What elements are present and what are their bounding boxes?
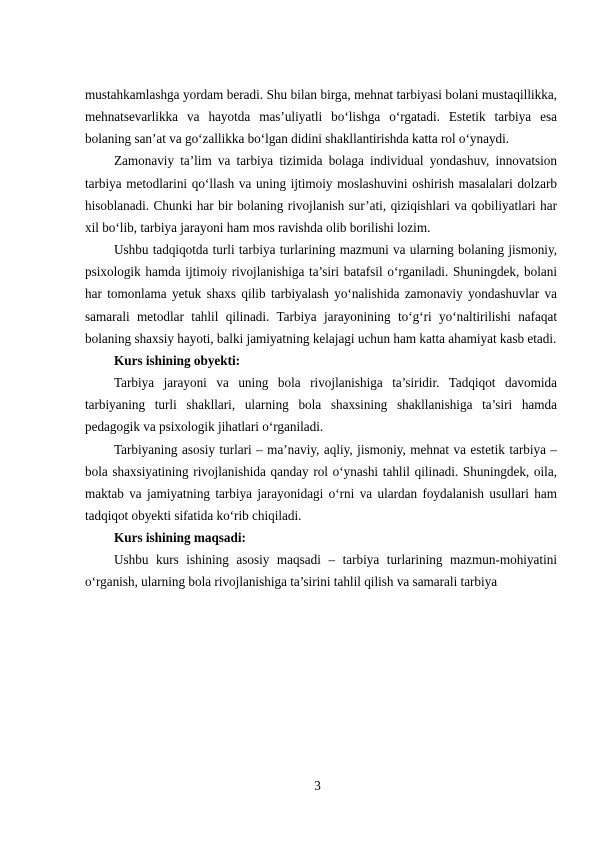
section-heading-goal: Kurs ishining maqsadi: xyxy=(114,530,246,546)
document-page xyxy=(85,84,557,594)
body-paragraph: Zamonaviy ta’lim va tarbiya tizimida bolaga individual yondashuv, innovatsion tarbiya metodlarini qo‘llash va uning ijtimoiy moslashuvini oshirish masalalari dolzarb hisoblanadi. Chunki har bir bolaning rivojlanish sur’ati, qiziqishlari va qobiliyatlari har xil bo‘lib, tarbiya jarayoni ham mos ravishda olib borilishi lozim. xyxy=(85,153,557,235)
body-paragraph: Ushbu tadqiqotda turli tarbiya turlarining mazmuni va ularning bolaning jismoniy, psixologik hamda ijtimoiy rivojlanishiga ta’siri batafsil o‘rganiladi. Shuningdek, bolani har tomonlama yetuk shaxs qilib tarbiyalash yo‘nalishida zamonaviy yondashuvlar va samarali metodlar tahlil qilinadi. Tarbiya jarayonining to‘g‘ri yo‘naltirilishi nafaqat bolaning shaxsiy hayoti, balki jamiyatning kelajagi uchun ham katta ahamiyat kasb etadi. xyxy=(85,242,557,346)
body-paragraph: Ushbu kurs ishining asosiy maqsadi – tarbiya turlarining mazmun-mohiyatini o‘rganish, ularning bola rivojlanishiga ta’sirini tahlil qilish va samarali tarbiya xyxy=(85,552,557,590)
body-paragraph: mustahkamlashga yordam beradi. Shu bilan birga, mehnat tarbiyasi bolani mustaqillikka, mehnatsevarlikka va hayotda mas’uliyatli bo‘lishga o‘rgatadi. Estetik tarbiya esa bolaning san’at va go‘zallikka bo‘lgan didini shakllantirishda katta rol o‘ynaydi. xyxy=(85,87,557,147)
section-heading-object: Kurs ishining obyekti: xyxy=(114,352,241,368)
body-paragraph: Tarbiya jarayoni va uning bola rivojlanishiga ta’siridir. Tadqiqot davomida tarbiyaning turli shakllari, ularning bola shaxsining shakllanishiga ta’siri hamda pedagogik va psixologik jihatlari o‘rganiladi. xyxy=(85,375,557,435)
page-number: 3 xyxy=(314,778,321,793)
body-paragraph: Tarbiyaning asosiy turlari – ma’naviy, aqliy, jismoniy, mehnat va estetik tarbiya – bola shaxsiyatining rivojlanishida qanday rol o‘ynashi tahlil qilinadi. Shuningdek, oila, maktab va jamiyatning tarbiya jarayonidagi o‘rni va ulardan foydalanish usullari ham tadqiqot obyekti sifatida ko‘rib chiqiladi. xyxy=(85,441,557,523)
